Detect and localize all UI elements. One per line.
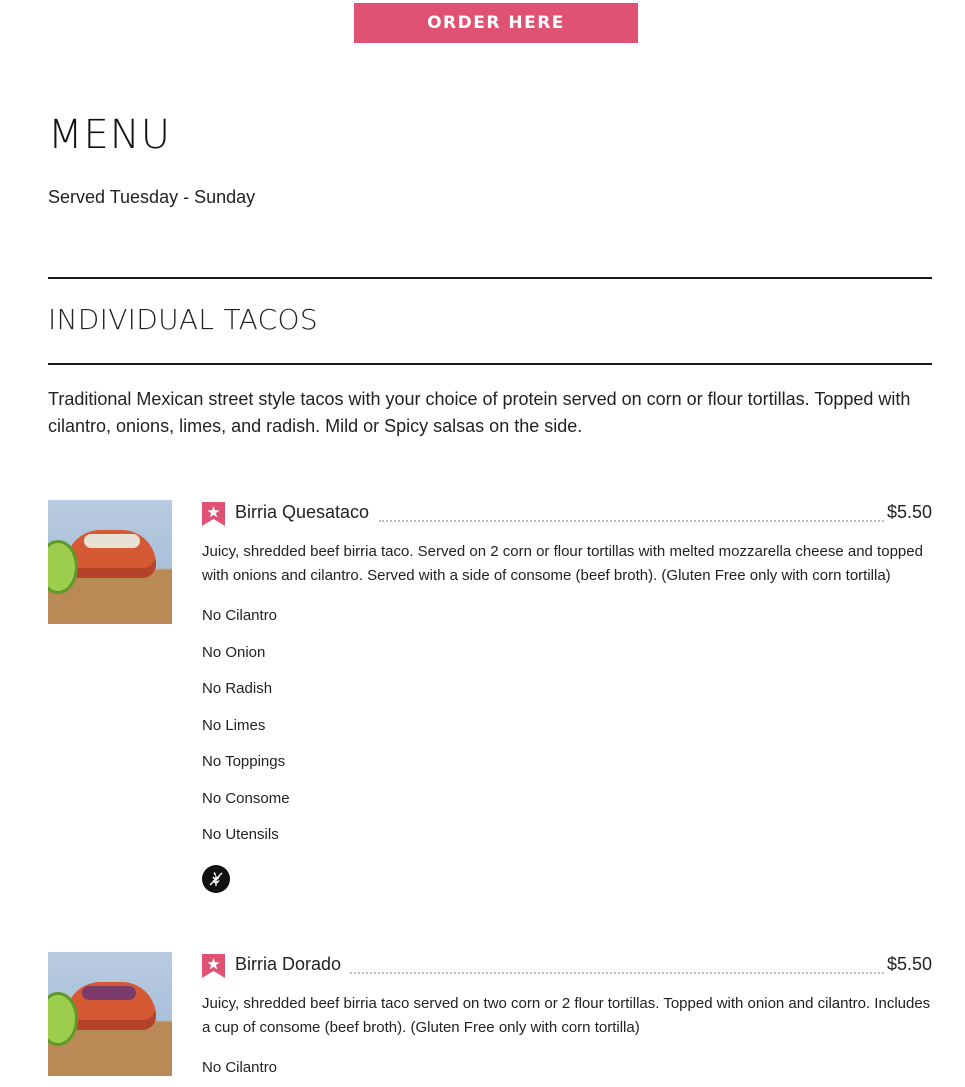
option-no-consome[interactable]: No Consome: [202, 789, 290, 807]
section-description: Traditional Mexican street style tacos with your choice of protein served on corn or flour tortillas. Topped with cilantro, onions, limes, and radish. Mild or Spicy salsas on the side.: [48, 389, 911, 436]
item-name[interactable]: Birria Dorado: [235, 954, 342, 974]
gluten-free-icon: [202, 865, 230, 893]
option-no-limes[interactable]: No Limes: [202, 716, 266, 734]
order-here-button[interactable]: ORDER HERE: [354, 3, 638, 43]
price-leader: [379, 520, 884, 522]
item-description: Juicy, shredded beef birria taco. Served on 2 corn or flour tortillas with melted mozzarella cheese and topped with onions and cilantro. Served with a side of consome (beef broth). (Gluten Free only with corn tortilla): [202, 543, 923, 584]
price-leader: [350, 972, 884, 974]
item-price: $5.50: [886, 502, 932, 522]
menu-subtitle: Served Tuesday - Sunday: [48, 187, 256, 207]
option-no-utensils[interactable]: No Utensils: [202, 826, 279, 843]
item-options-list: [202, 1050, 277, 1087]
menu-title: MENU: [48, 112, 171, 158]
section-title: INDIVIDUAL TACOS: [48, 303, 318, 336]
option-no-radish[interactable]: No Radish: [202, 680, 273, 697]
item-options-list: [202, 598, 290, 854]
item-name[interactable]: Birria Quesataco: [235, 502, 370, 522]
option-no-onion[interactable]: No Onion: [202, 643, 266, 661]
option-no-cilantro[interactable]: No Cilantro: [202, 607, 278, 624]
option-no-toppings[interactable]: No Toppings: [202, 753, 286, 770]
star-badge-icon: [202, 954, 225, 978]
item-price: $5.50: [886, 954, 932, 974]
section-bottom-divider: [48, 363, 932, 365]
star-badge-icon: [202, 502, 225, 526]
section-top-divider: [48, 277, 932, 279]
item-photo[interactable]: [48, 952, 172, 1076]
menu-item-birria-dorado[interactable]: [48, 952, 932, 1085]
item-description: Juicy, shredded beef birria taco served on two corn or 2 flour tortillas. Topped with onion and cilantro. Includes a cup of consome (beef broth). (Gluten Free only with corn tortilla): [202, 995, 931, 1036]
menu-item-birria-quesataco[interactable]: [48, 500, 932, 900]
option-no-cilantro[interactable]: No Cilantro: [202, 1059, 278, 1076]
item-photo[interactable]: [48, 500, 172, 624]
